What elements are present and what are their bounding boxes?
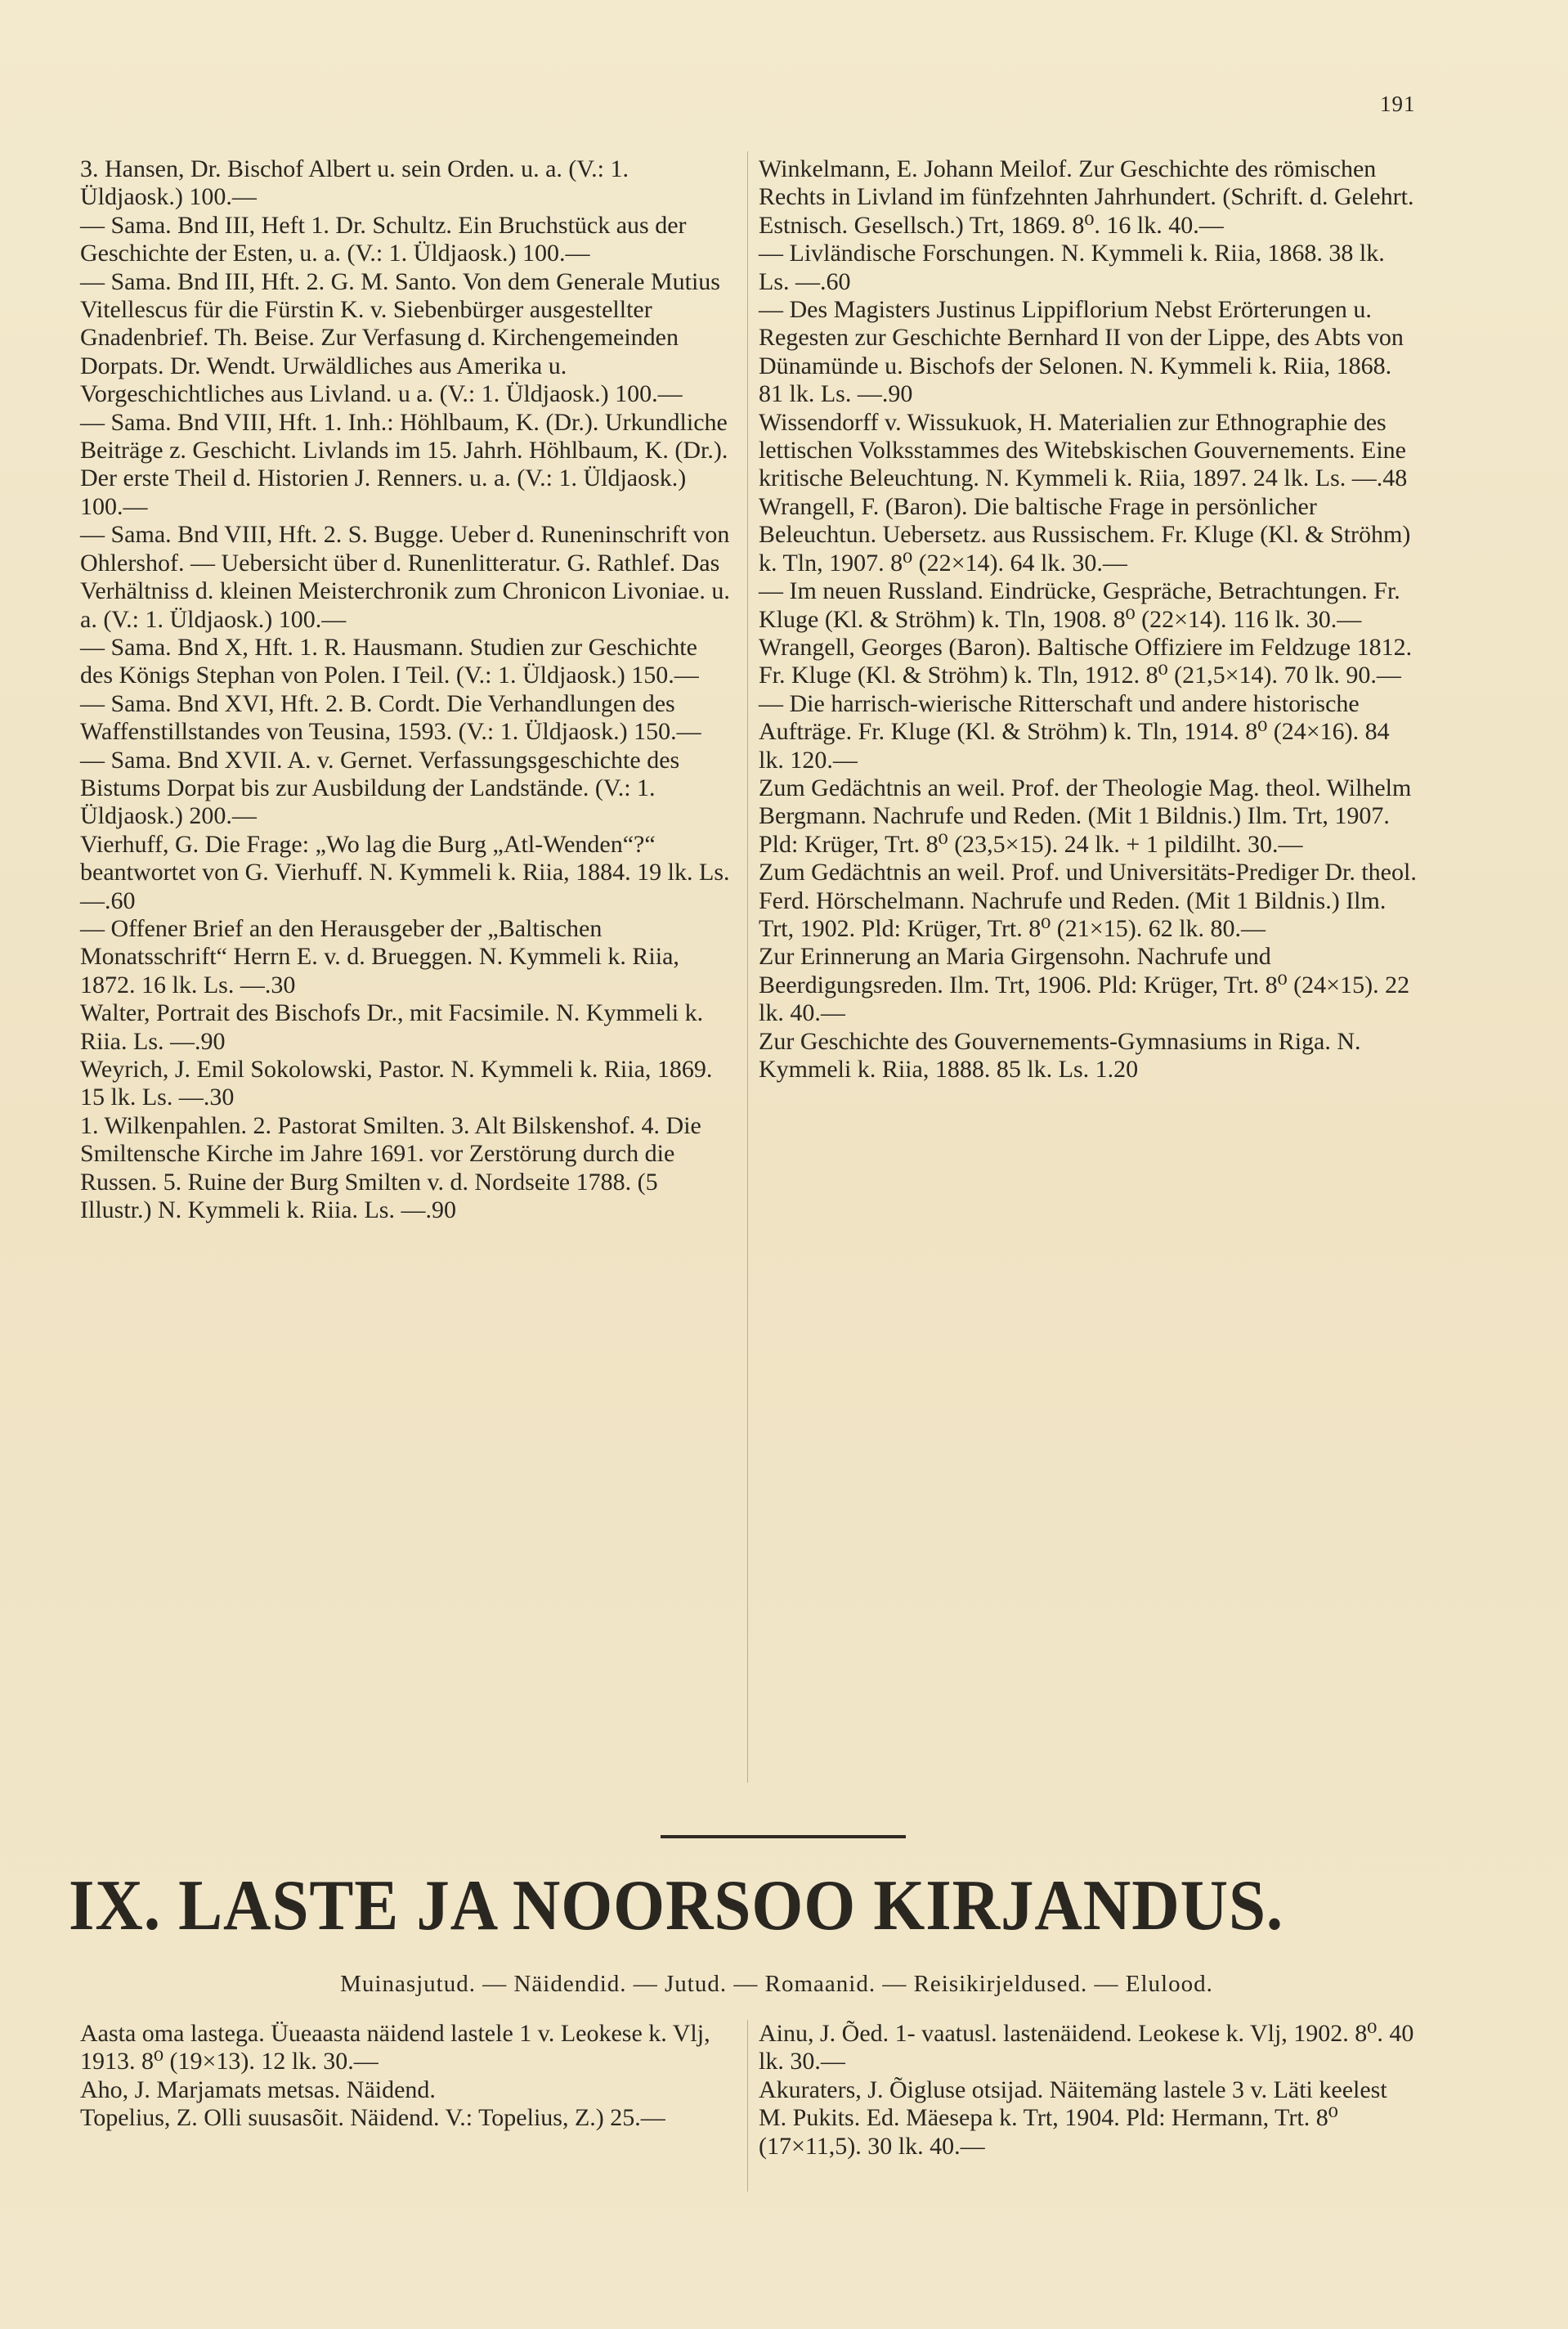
entry-sama-viii-2: — Sama. Bnd VIII, Hft. 2. S. Bugge. Ueber d. Runeninschrift von Ohlershof. — Uebersicht über d. Runenlitteratur. G. Rathlef. Das Verhältniss d. kleinen Meisterchronik zum Chronicon Livoniae. u. a. (V.: 1. Üldjaosk.) 100.—: [80, 521, 730, 633]
page-number: 191: [1380, 92, 1416, 116]
entry-wissendorff: Wissendorff v. Wissukuok, H. Materialien zur Ethnographie des lettischen Volksstammes des Witebskischen Gouvernements. Eine kritische Beleuchtung. N. Kymmeli k. Riia, 1897. 24 lk. Ls. —.48: [759, 408, 1408, 492]
entry-akuraters: Akuraters, J. Õigluse otsijad. Näitemäng lastele 3 v. Läti keelest M. Pukits. Ed. Mäesepa k. Trt, 1904. Pld: Hermann, Trt. 8⁰ (17×11,5). 30 lk. 40.—: [759, 2075, 1387, 2160]
column-divider: [747, 151, 748, 1783]
section-rule: [661, 1835, 906, 1838]
entry-livlaendische: — Livländische Forschungen. N. Kymmeli k. Riia, 1868. 38 lk. Ls. —.60: [759, 240, 1385, 295]
entry-sama-iii-1: — Sama. Bnd III, Heft 1. Dr. Schultz. Ein Bruchstück aus der Geschichte der Esten, u. a. (V.: 1. Üldjaosk.) 100.—: [80, 211, 687, 267]
entry-sama-viii-1: — Sama. Bnd VIII, Hft. 1. Inh.: Höhlbaum, K. (Dr.). Urkundliche Beiträge z. Geschicht. Livlands im 15. Jahrh. Höhlbaum, K. (Dr.). Der erste Theil d. Historien J. Renners. u. a. (V.: 1. Üldjaosk.) 100.—: [80, 408, 728, 520]
entry-zum-gedaechtnis-hoerschelmann: Zum Gedächtnis an weil. Prof. und Universitäts-Prediger Dr. theol. Ferd. Hörschelmann. Nachrufe und Reden. (Mit 1 Bildnis.) Ilm. Trt, 1902. Pld: Krüger, Trt. 8⁰ (21×15). 62 lk. 80.—: [759, 859, 1417, 942]
entry-aasta-oma-lastega: Aasta oma lastega. Üueaasta näidend lastele 1 v. Leokese k. Vlj, 1913. 8⁰ (19×13). 12 lk. 30.—: [80, 2020, 710, 2075]
right-column: [759, 155, 1419, 1084]
section-column-divider: [747, 2020, 748, 2192]
entry-topelius: Topelius, Z. Olli suusasõit. Näidend. V.: Topelius, Z.) 25.—: [80, 2104, 665, 2132]
entry-hansen: 3. Hansen, Dr. Bischof Albert u. sein Orden. u. a. (V.: 1. Üldjaosk.) 100.—: [80, 155, 629, 211]
entry-sama-xvii: — Sama. Bnd XVII. A. v. Gernet. Verfassungsgeschichte des Bistums Dorpat bis zur Ausbildung der Landstände. (V.: 1. Üldjaosk.) 200.—: [80, 746, 680, 830]
left-column: [80, 155, 734, 1224]
entry-aho: Aho, J. Marjamats metsas. Näidend.: [80, 2075, 436, 2103]
section-left-column: [80, 2020, 734, 2133]
entry-winkelmann: Winkelmann, E. Johann Meilof. Zur Geschichte des römischen Rechts in Livland im fünfzehnten Jahrhundert. (Schrift. d. Gelehrt. Estnisch. Gesellsch.) Trt, 1869. 8⁰. 16 lk. 40.—: [759, 155, 1414, 239]
entry-wilkenpahlen: 1. Wilkenpahlen. 2. Pastorat Smilten. 3. Alt Bilskenshof. 4. Die Smiltensche Kirche im Jahre 1691. vor Zerstörung durch die Russen. 5. Ruine der Burg Smilten v. d. Nordseite 1788. (5 Illustr.) N. Kymmeli k. Riia. Ls. —.90: [80, 1111, 701, 1224]
entry-weyrich: Weyrich, J. Emil Sokolowski, Pastor. N. Kymmeli k. Riia, 1869. 15 lk. Ls. —.30: [80, 1056, 713, 1111]
entry-harrisch-wierische: — Die harrisch-wierische Ritterschaft und andere historische Aufträge. Fr. Kluge (Kl. & Ströhm) k. Tln, 1914. 8⁰ (24×16). 84 lk. 120.—: [759, 689, 1390, 774]
entry-zur-geschichte: Zur Geschichte des Gouvernements-Gymnasiums in Riga. N. Kymmeli k. Riia, 1888. 85 lk. Ls. 1.20: [759, 1027, 1361, 1083]
entry-sama-x-1: — Sama. Bnd X, Hft. 1. R. Hausmann. Studien zur Geschichte des Königs Stephan von Polen. I Teil. (V.: 1. Üldjaosk.) 150.—: [80, 633, 699, 689]
entry-sama-xvi-2: — Sama. Bnd XVI, Hft. 2. B. Cordt. Die Verhandlungen des Waffenstillstandes von Teusina, 1593. (V.: 1. Üldjaosk.) 150.—: [80, 689, 701, 746]
entry-wrangell-f: Wrangell, F. (Baron). Die baltische Frage in persönlicher Beleuchtun. Uebersetz. aus Russischem. Fr. Kluge (Kl. & Ströhm) k. Tln, 1907. 8⁰ (22×14). 64 lk. 30.—: [759, 492, 1411, 577]
entry-sama-iii-2: — Sama. Bnd III, Hft. 2. G. M. Santo. Von dem Generale Mutius Vitellescus für die Fürstin K. v. Siebenbürger ausgestellter Gnadenbrief. Th. Beise. Zur Verfasung d. Kirchengemeinden Dorpats. Dr. Wendt. Urwäldliches aus Amerika u. Vorgeschichtliches aus Livland. u a. (V.: 1. Üldjaosk.) 100.—: [80, 267, 720, 408]
entry-zur-erinnerung: Zur Erinnerung an Maria Girgensohn. Nachrufe und Beerdigungsreden. Ilm. Trt, 1906. Pld: Krüger, Trt. 8⁰ (24×15). 22 lk. 40.—: [759, 943, 1410, 1027]
entry-walter: Walter, Portrait des Bischofs Dr., mit Facsimile. N. Kymmeli k. Riia. Ls. —.90: [80, 999, 704, 1055]
section-heading: IX. LASTE JA NOORSOO KIRJANDUS.: [69, 1866, 1284, 1945]
entry-ainu: Ainu, J. Õed. 1- vaatusl. lastenäidend. Leokese k. Vlj, 1902. 8⁰. 40 lk. 30.—: [759, 2020, 1414, 2075]
section-subheading: Muinasjutud. — Näidendid. — Jutud. — Romaanid. — Reisikirjeldused. — Elulood.: [340, 1971, 1213, 1997]
entry-lippiflorium: — Des Magisters Justinus Lippiflorium Nebst Erörterungen u. Regesten zur Geschichte Bernhard II von der Lippe, des Abts von Dünamünde u. Bischofs der Selonen. N. Kymmeli k. Riia, 1868. 81 lk. Ls. —.90: [759, 296, 1404, 408]
entry-zum-gedaechtnis-bergmann: Zum Gedächtnis an weil. Prof. der Theologie Mag. theol. Wilhelm Bergmann. Nachrufe und Reden. (Mit 1 Bildnis.) Ilm. Trt, 1907. Pld: Krüger, Trt. 8⁰ (23,5×15). 24 lk. + 1 pildilht. 30.—: [759, 774, 1412, 858]
entry-im-neuen-russland: — Im neuen Russland. Eindrücke, Gespräche, Betrachtungen. Fr. Kluge (Kl. & Ströhm) k. Tln, 1908. 8⁰ (22×14). 116 lk. 30.—: [759, 577, 1400, 633]
entry-offener-brief: — Offener Brief an den Herausgeber der „Baltischen Monatsschrift“ Herrn E. v. d. Brueggen. N. Kymmeli k. Riia, 1872. 16 lk. Ls. —.30: [80, 914, 679, 998]
section-right-column: [759, 2020, 1419, 2161]
entry-vierhuff: Vierhuff, G. Die Frage: „Wo lag die Burg „Atl-Wenden“?“ beantwortet von G. Vierhuff. N. Kymmeli k. Riia, 1884. 19 lk. Ls. —.60: [80, 830, 730, 914]
entry-wrangell-georges: Wrangell, Georges (Baron). Baltische Offiziere im Feldzuge 1812. Fr. Kluge (Kl. & Ströhm) k. Tln, 1912. 8⁰ (21,5×14). 70 lk. 90.—: [759, 633, 1413, 689]
